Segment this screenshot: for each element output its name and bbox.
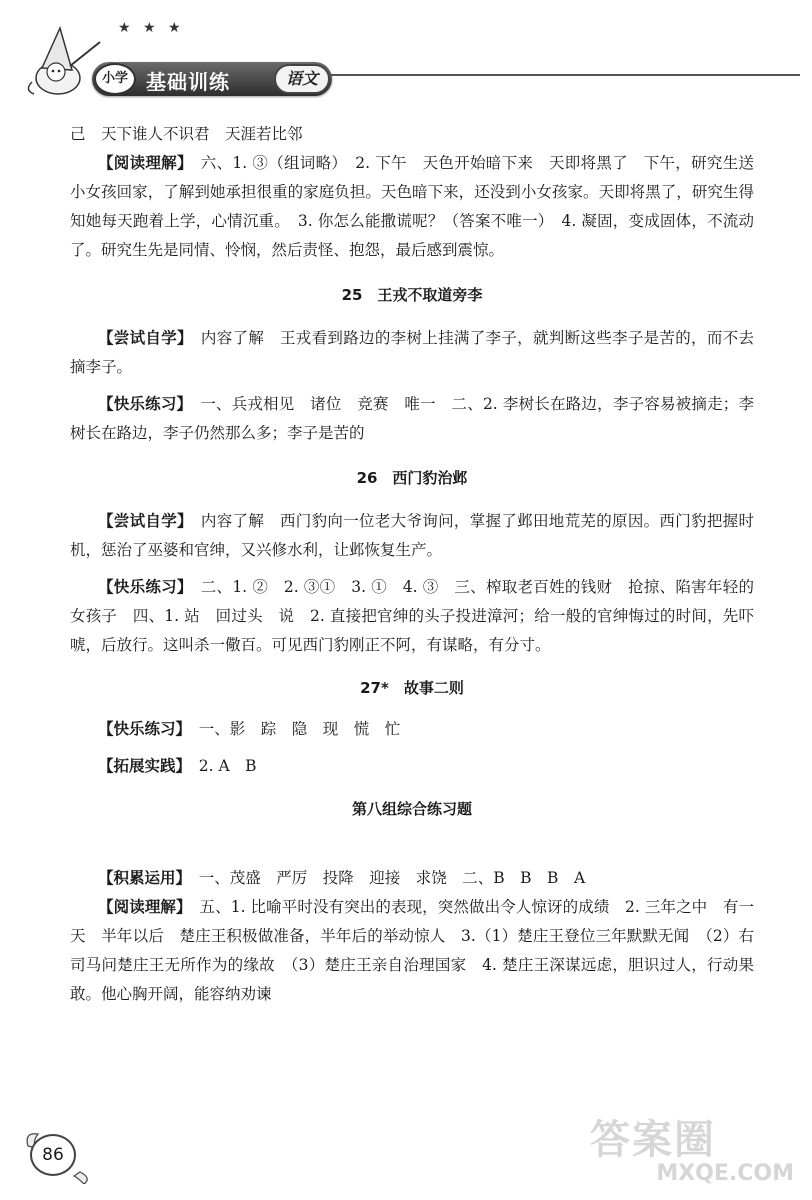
accum-label: 【积累运用】 — [98, 869, 184, 887]
s8-reading — [70, 893, 754, 1009]
s8-accum — [70, 864, 754, 893]
expand-label: 【拓展实践】 — [98, 757, 184, 775]
try-label: 【尝试自学】 — [98, 329, 186, 347]
intro-reading — [70, 149, 754, 265]
s26-practice — [70, 573, 754, 660]
section-25-title: 25 王戎不取道旁李 — [341, 286, 483, 304]
try-label: 【尝试自学】 — [98, 512, 186, 530]
page-number: 86 — [30, 1134, 76, 1176]
practice-label: 【快乐练习】 — [98, 395, 185, 413]
try-text: 内容了解 西门豹向一位老大爷询问，掌握了邺田地荒芜的原因。西门豹把握时机，惩治了巫婆和官绅，又兴修水利，让邺恢复生产。 — [70, 512, 754, 559]
book-badge — [92, 62, 332, 96]
reading-text: 五、1. 比喻平时没有突出的表现，突然做出令人惊讶的成绩 2. 三年之中 有一天 半年以后 楚庄王积极做准备，半年后的举动惊人 3.（1）楚庄王登位三年默默无闻 （2）右司马问楚庄王无所作为的缘故 （3）楚庄王亲自治理国家 4. 楚庄王深谋远虑，胆识过人，行动果敢。他心胸开阔，能容纳劝谏 — [70, 898, 754, 1003]
section-26-title: 26 西门豹治邺 — [356, 469, 468, 487]
watermark-main: 答案圈 — [590, 1117, 716, 1163]
subject-label: 语文 — [274, 64, 330, 94]
practice-text: 二、1. ② 2. ③① 3. ① 4. ③ 三、榨取老百姓的钱财 抢掠、陷害年轻的女孩子 四、1. 站 回过头 说 2. 直接把官绅的头子投进漳河；给一般的官绅悔过的时间，先吓唬，后放行。这叫杀一儆百。可见西门豹刚正不阿，有谋略，有分寸。 — [70, 578, 754, 654]
intro-line: 己 天下谁人不识君 天涯若比邻 — [70, 125, 303, 143]
page-number-badge — [22, 1128, 92, 1184]
s27-practice — [70, 715, 754, 744]
watermark — [590, 1108, 800, 1188]
watermark-sub: MXQE.COM — [656, 1161, 794, 1186]
practice-text: 一、兵戎相见 诸位 竞赛 唯一 二、2. 李树长在路边，李子容易被摘走；李树长在路边，李子仍然那么多；李子是苦的 — [70, 395, 754, 442]
answer-content — [70, 120, 754, 1009]
section-8-title: 第八组综合练习题 — [351, 800, 472, 818]
reading-label: 【阅读理解】 — [98, 898, 184, 916]
section-27-title: 27* 故事二则 — [360, 679, 464, 697]
practice-text: 一、影 踪 隐 现 慌 忙 — [183, 720, 401, 738]
s27-expand — [70, 752, 754, 781]
accum-text: 一、茂盛 严厉 投降 迎接 求饶 二、B B B A — [183, 869, 586, 887]
expand-text: 2. A B — [183, 757, 257, 775]
practice-label: 【快乐练习】 — [98, 578, 185, 596]
book-title: 基础训练 — [146, 70, 230, 94]
try-text: 内容了解 王戎看到路边的李树上挂满了李子，就判断这些李子是苦的，而不去摘李子。 — [70, 329, 754, 376]
reading-text: 六、1. ③（组词略） 2. 下午 天色开始暗下来 天即将黑了 下午，研究生送小女孩回家，了解到她承担很重的家庭负担。天色暗下来，还没到小女孩家。天即将黑了，研究生得知她每天跑着上学，心情沉重。 3. 你怎么能撒谎呢？（答案不唯一） 4. 凝固，变成固体，不流动了。研究生先是同情、怜悯，然后责怪、抱怨，最后感到震惊。 — [70, 154, 754, 259]
s25-try — [70, 324, 754, 382]
s26-try — [70, 507, 754, 565]
reading-label: 【阅读理解】 — [98, 154, 186, 172]
page-header — [0, 0, 812, 110]
stars-icon: ★ ★ ★ — [118, 20, 185, 36]
s25-practice — [70, 390, 754, 448]
practice-label: 【快乐练习】 — [98, 720, 184, 738]
level-label: 小学 — [94, 63, 136, 95]
header-rule — [300, 74, 800, 76]
